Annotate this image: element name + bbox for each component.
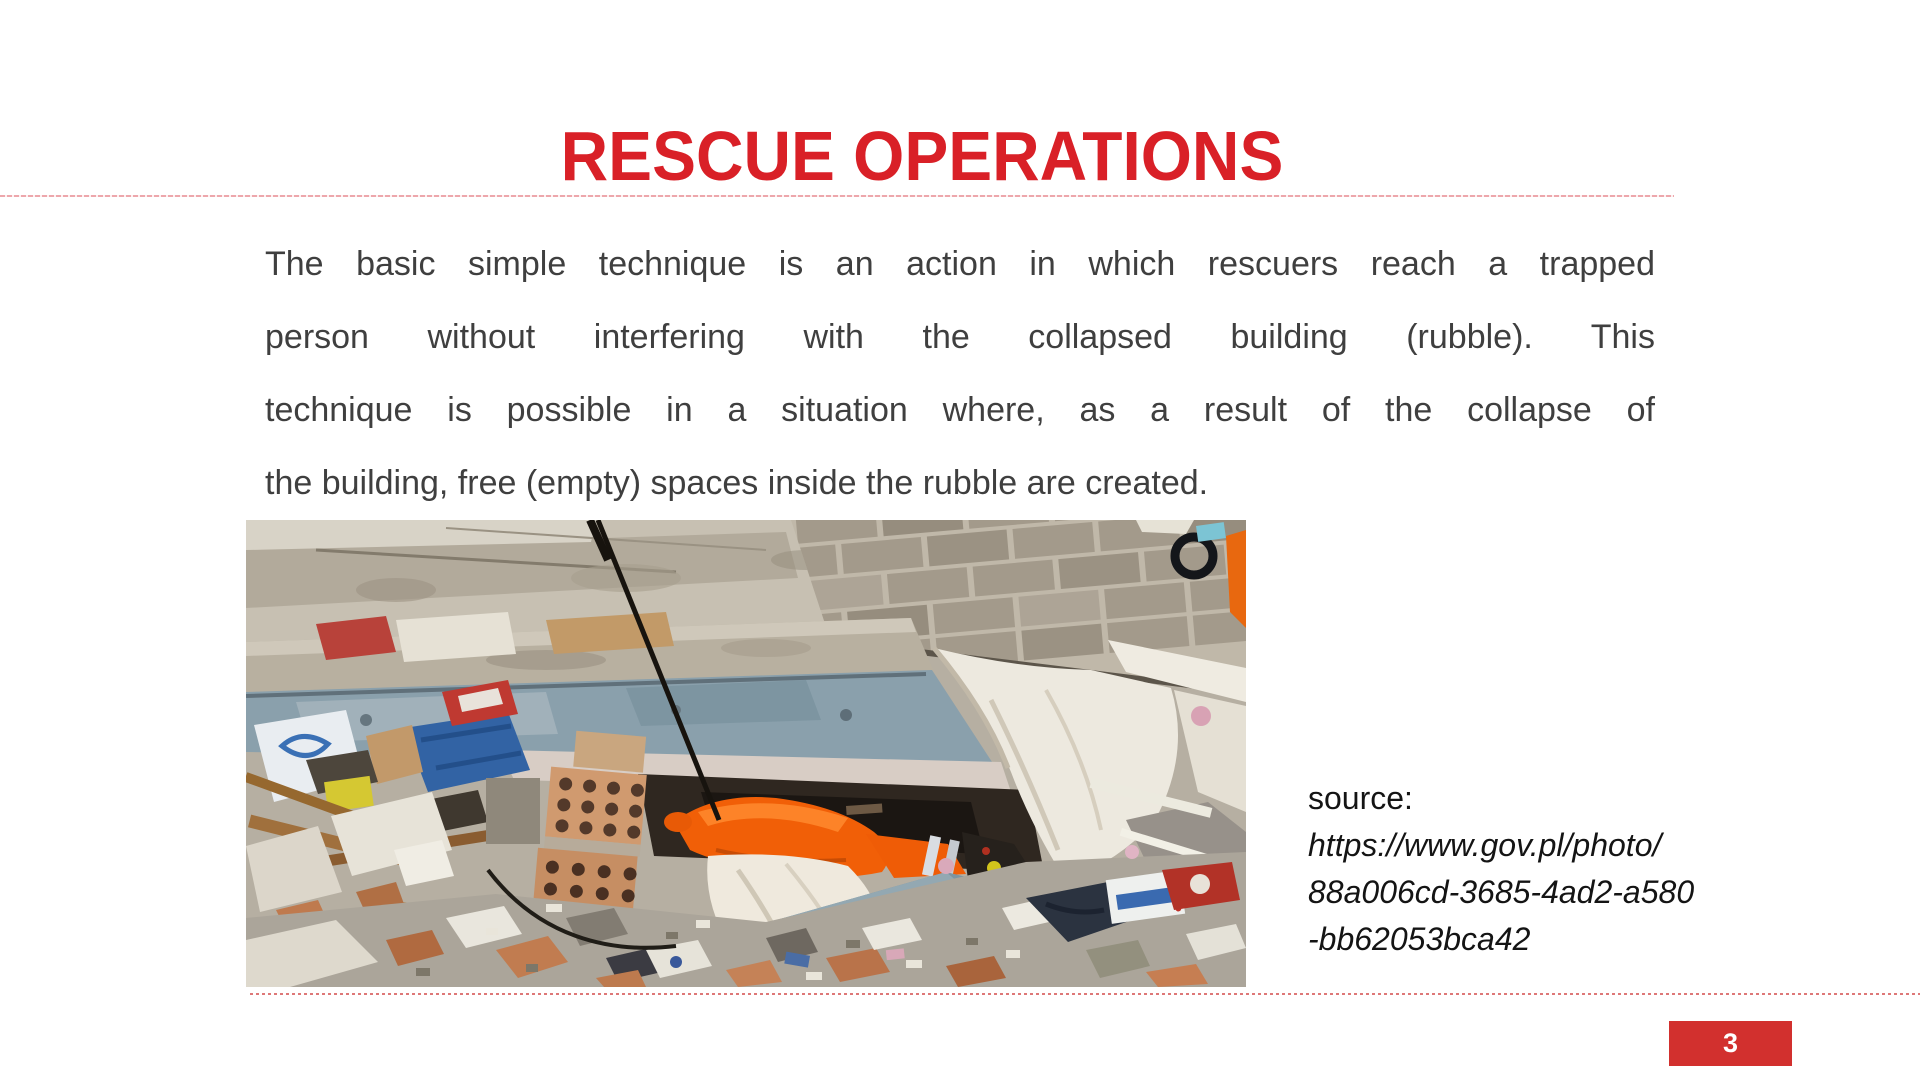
rubble-rescue-photo [246, 520, 1246, 987]
body-paragraph [265, 228, 1655, 520]
source-label: source: [1308, 780, 1413, 816]
page-title: RESCUE OPERATIONS [560, 117, 1284, 195]
source-url-line-2: 88a006cd-3685-4ad2-a580 [1308, 874, 1695, 910]
title-underline [0, 195, 1674, 197]
body-line-4: the building, free (empty) spaces inside the rubble are created. [265, 464, 1209, 502]
source-url-line-3: -bb62053bca42 [1308, 921, 1531, 957]
footer-divider [250, 993, 1920, 995]
body-line-2: person without interfering with the collapsed building (rubble). This [265, 318, 1655, 356]
page-number: 3 [1722, 1028, 1739, 1058]
source-url-line-1: https://www.gov.pl/photo/ [1308, 827, 1662, 863]
page-number-badge [1669, 1021, 1792, 1066]
body-line-3: technique is possible in a situation where, as a result of the collapse of [265, 391, 1655, 429]
photo-source [1308, 775, 1694, 963]
body-line-1: The basic simple technique is an action in which rescuers reach a trapped [265, 245, 1655, 283]
